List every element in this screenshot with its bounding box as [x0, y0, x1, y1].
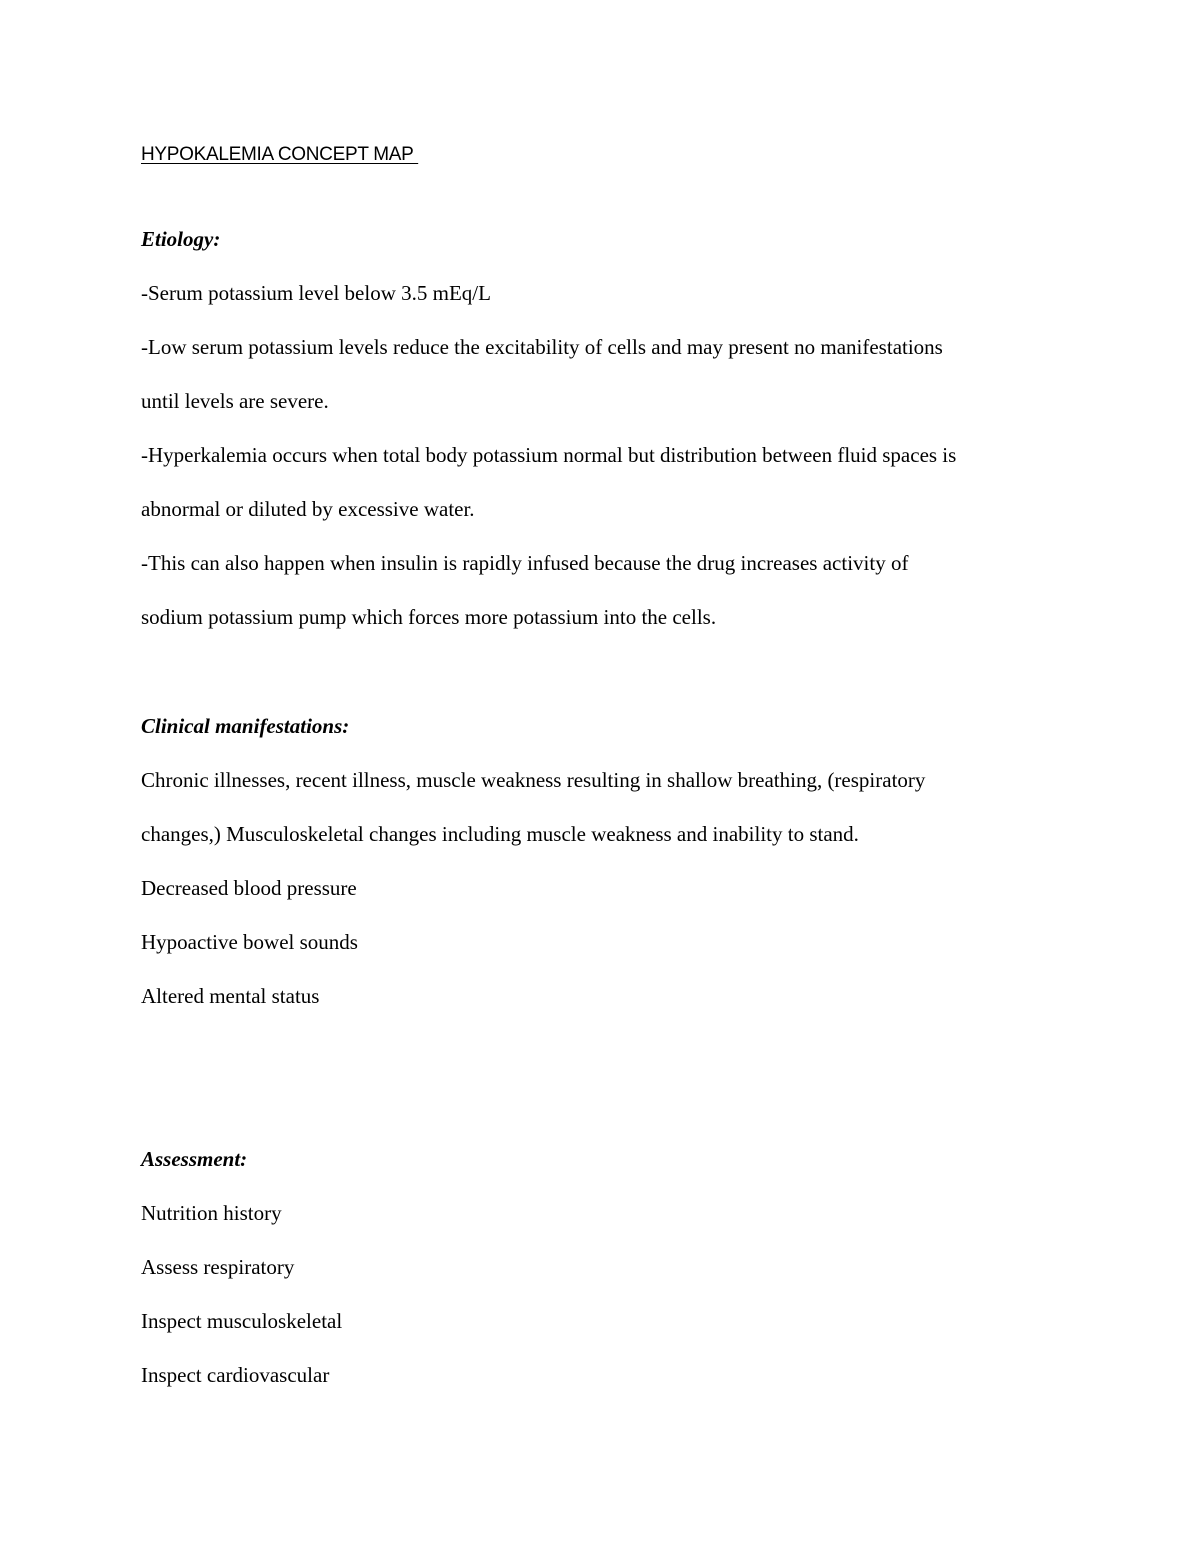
clinical-manifestations-line: Hypoactive bowel sounds: [141, 930, 358, 954]
assessment-line: Assess respiratory: [141, 1255, 295, 1279]
etiology-heading: Etiology:: [141, 227, 221, 251]
assessment-line: Inspect cardiovascular: [141, 1363, 330, 1387]
assessment-line: Nutrition history: [141, 1201, 282, 1225]
document-title: HYPOKALEMIA CONCEPT MAP: [141, 144, 419, 165]
clinical-manifestations-line: Chronic illnesses, recent illness, muscle weakness resulting in shallow breathing, (respiratory: [141, 768, 926, 792]
etiology-line: sodium potassium pump which forces more potassium into the cells.: [141, 605, 717, 629]
clinical-manifestations-line: Decreased blood pressure: [141, 876, 357, 900]
etiology-line: abnormal or diluted by excessive water.: [141, 497, 475, 521]
etiology-line: -Serum potassium level below 3.5 mEq/L: [141, 281, 491, 305]
etiology-line: -This can also happen when insulin is rapidly infused because the drug increases activity of: [141, 551, 909, 575]
clinical-manifestations-line: Altered mental status: [141, 984, 320, 1008]
clinical-manifestations-line: changes,) Musculoskeletal changes including muscle weakness and inability to stand.: [141, 822, 859, 846]
assessment-line: Inspect musculoskeletal: [141, 1309, 343, 1333]
clinical-manifestations-heading: Clinical manifestations:: [141, 714, 350, 738]
assessment-heading: Assessment:: [141, 1147, 248, 1171]
etiology-line: -Hyperkalemia occurs when total body potassium normal but distribution between fluid spaces is: [141, 443, 957, 467]
etiology-line: -Low serum potassium levels reduce the excitability of cells and may present no manifestations: [141, 335, 943, 359]
etiology-line: until levels are severe.: [141, 389, 329, 413]
